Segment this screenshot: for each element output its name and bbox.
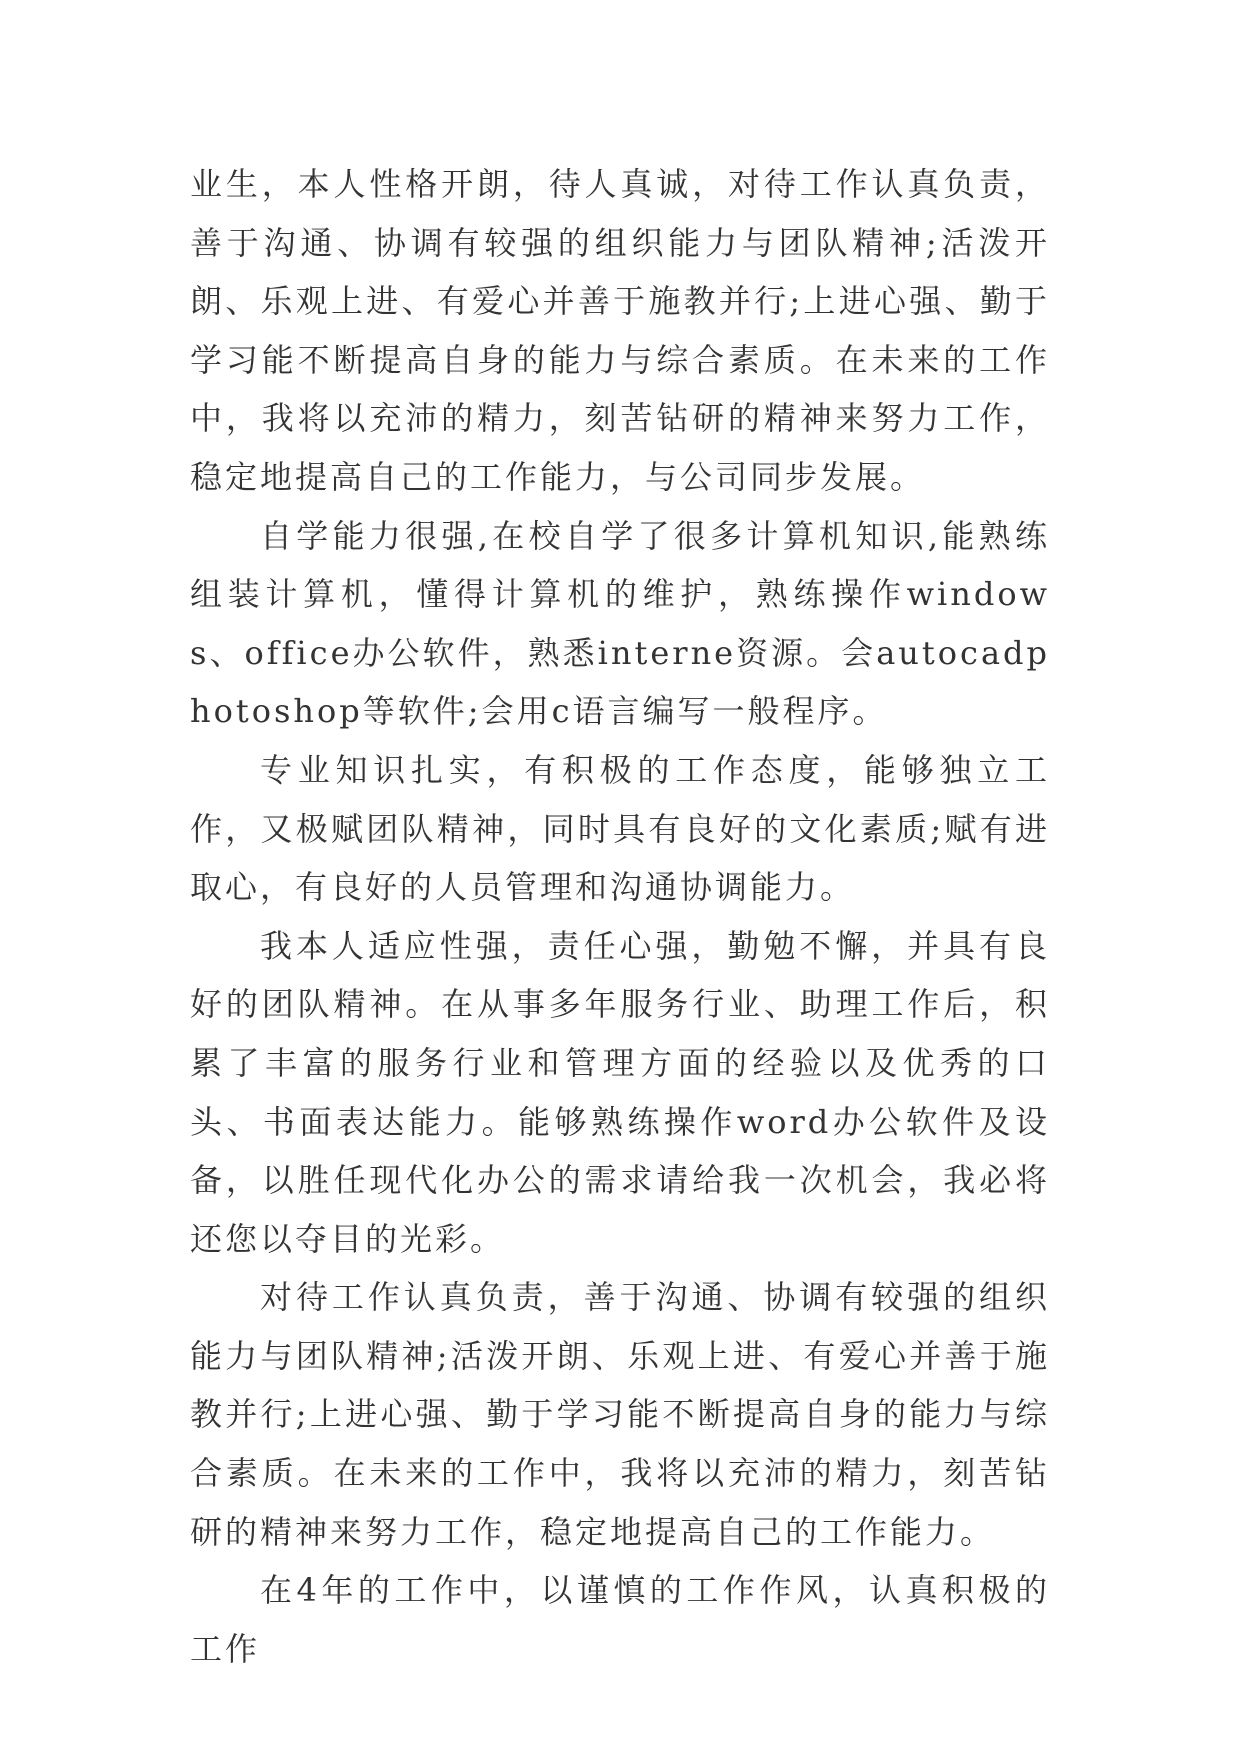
paragraph-1: 业生，本人性格开朗，待人真诚，对待工作认真负责，善于沟通、协调有较强的组织能力与团队精神;活泼开朗、乐观上进、有爱心并善于施教并行;上进心强、勤于学习能不断提高自身的能力与综合素质。在未来的工作中，我将以充沛的精力，刻苦钻研的精神来努力工作，稳定地提高自己的工作能力，与公司同步发展。 — [190, 165, 1050, 496]
paragraph-2: 自学能力很强,在校自学了很多计算机知识,能熟练组装计算机，懂得计算机的维护，熟练操作windows、office办公软件，熟悉interne资源。会autocadphotoshop等软件;会用c语言编写一般程序。 — [190, 516, 1050, 731]
paragraph-5: 对待工作认真负责，善于沟通、协调有较强的组织能力与团队精神;活泼开朗、乐观上进、有爱心并善于施教并行;上进心强、勤于学习能不断提高自身的能力与综合素质。在未来的工作中，我将以充沛的精力，刻苦钻研的精神来努力工作，稳定地提高自己的工作能力。 — [190, 1278, 1050, 1551]
document-body — [190, 155, 1050, 1678]
paragraph-6: 在4年的工作中，以谨慎的工作作风，认真积极的工作 — [190, 1571, 1050, 1668]
paragraph-4: 我本人适应性强，责任心强，勤勉不懈，并具有良好的团队精神。在从事多年服务行业、助理工作后，积累了丰富的服务行业和管理方面的经验以及优秀的口头、书面表达能力。能够熟练操作word办公软件及设备，以胜任现代化办公的需求请给我一次机会，我必将还您以夺目的光彩。 — [190, 926, 1050, 1258]
paragraph-3: 专业知识扎实，有积极的工作态度，能够独立工作，又极赋团队精神，同时具有良好的文化素质;赋有进取心，有良好的人员管理和沟通协调能力。 — [190, 750, 1050, 907]
